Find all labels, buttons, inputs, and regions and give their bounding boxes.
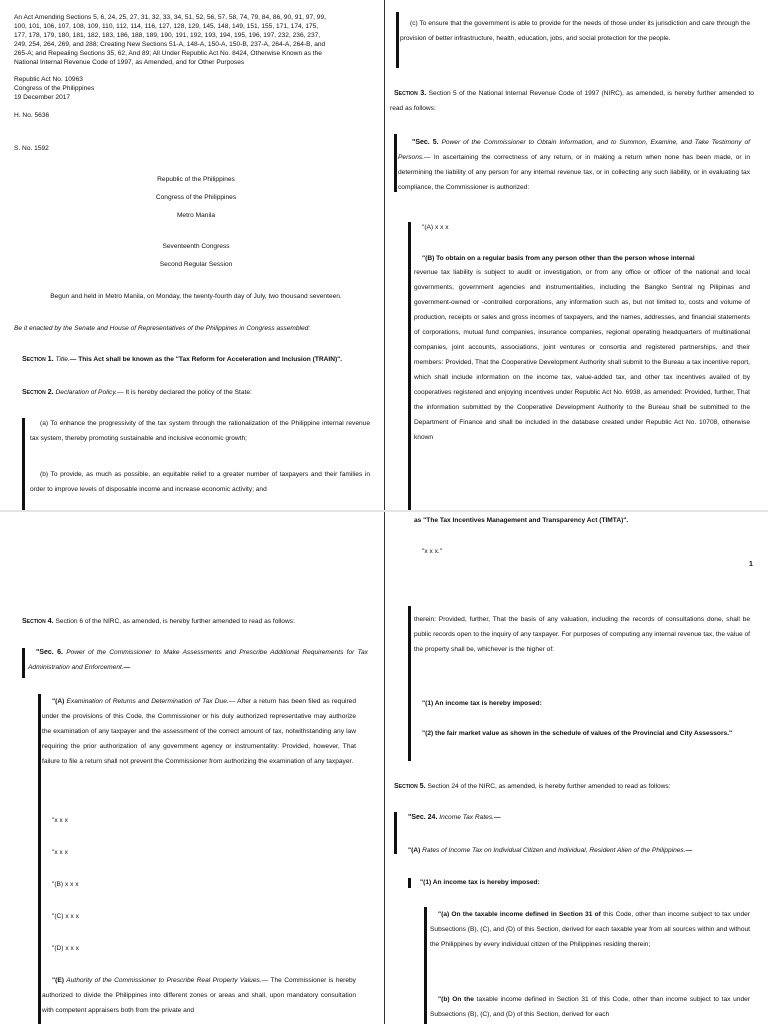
sub-text: — The Commissioner is hereby authorized to divide the Philippines into different zones or areas and shall, upon mandatory consultation with competent appraisers both from the private and bbox=[42, 977, 356, 1014]
sub-label: "(A) bbox=[408, 847, 421, 854]
page-number: 1 bbox=[749, 561, 753, 568]
republic-act-number: Republic Act No. 10963 bbox=[14, 76, 83, 83]
section-title: Title. bbox=[55, 356, 70, 363]
amendment-bar bbox=[38, 694, 41, 1024]
heading-line: 100, 101, 106, 107, 108, 109, 110, 112, 114, 116, 127, 128, 129, 145, 148, 149, 151, 155, 171, 174, 175, bbox=[14, 23, 319, 30]
sub-dash: — bbox=[685, 847, 693, 854]
subsection-a: "(A) x x x bbox=[422, 224, 449, 231]
sec-dash: — bbox=[493, 814, 501, 821]
act-date: 19 December 2017 bbox=[14, 94, 71, 101]
session-name: Second Regular Session bbox=[159, 261, 233, 268]
column-divider bbox=[384, 0, 385, 512]
enacting-clause: Be it enacted by the Senate and House of Representatives of the Philippines in Congress assembled: bbox=[14, 325, 311, 332]
left-column bbox=[10, 0, 382, 512]
left-column bbox=[10, 512, 382, 1024]
senate-bill-number: S. No. 1592 bbox=[14, 145, 49, 152]
amendment-bar bbox=[408, 606, 411, 761]
sub-label: "(E) bbox=[52, 977, 64, 984]
section-text: Section 24 of the NIRC, as amended, is hereby further amended to read as follows: bbox=[427, 783, 671, 790]
congress-name: Congress of the Philippines bbox=[14, 85, 95, 92]
heading-line: An Act Amending Sections 5, 6, 24, 25, 27, 31, 32, 33, 34, 51, 52, 56, 57, 58, 74, 79, 84, 86, 90, 91, 97, 99, bbox=[14, 14, 326, 21]
right-column bbox=[390, 0, 756, 512]
section-text: Section 6 of the NIRC, as amended, is hereby further amended to read as follows: bbox=[55, 618, 295, 625]
sub-title: Authority of the Commissioner to Prescribe Real Property Values. bbox=[66, 977, 262, 984]
column-divider bbox=[384, 512, 385, 1024]
item-1: "(1) An income tax is hereby imposed: bbox=[420, 879, 540, 886]
subsection-b-lead: "(B) To obtain on a regular basis from any person other than the person whose internal bbox=[422, 255, 695, 262]
policy-paragraph-b: (b) To provide, as much as possible, an equitable relief to a greater number of taxpayers and their families in order to improve levels of disposable income and increase economic activity; and bbox=[30, 471, 370, 493]
sec6-paragraph bbox=[28, 645, 368, 675]
xxx-closing: "x x x." bbox=[422, 548, 443, 555]
section-label: Section 4. bbox=[22, 616, 54, 625]
sec24-heading bbox=[408, 814, 501, 822]
congress-line: Congress of the Philippines bbox=[155, 194, 237, 201]
amendment-bar bbox=[408, 878, 411, 888]
heading-line: 177, 178, 179, 180, 181, 182, 183, 186, 188, 189, 190, 191, 192, 193, 194, 195, 196, 197, 232, 236, 237, bbox=[14, 32, 321, 39]
sub-text: — After a return has been filed as required under the provisions of this Code, the Commissioner or his duly authorized representative may authorize the examination of any taxpayer and the assessment of the correct amount of tax, notwithstanding any law requiring the prior authorization of any government agency or instrumentality: Provided, however, That failure to file a return shall not prevent the Commissioner from authorizing the examination of any taxpayer. bbox=[42, 698, 356, 765]
sub-title: Rates of Income Tax on Individual Citizen and Individual, Resident Alien of the Philippines. bbox=[422, 847, 686, 854]
amendment-bar bbox=[396, 12, 399, 68]
item-text: this Code, other than income subject to tax under Subsections (B), (C), and (D) of this Section, derived for each taxable year from all sources within and without the Philippines by every individual citizen of the Philippines residing therein; bbox=[430, 911, 750, 948]
subsection-c: "(C) x x x bbox=[52, 913, 79, 920]
amendment-bar bbox=[408, 222, 411, 512]
republic-line: Republic of the Philippines bbox=[157, 176, 235, 183]
item-1-a bbox=[430, 907, 750, 952]
policy-paragraph-c: (c) To ensure that the government is able to provide for the needs of those under its jurisdiction and care through the provision of better infrastructure, health, education, jobs, and social protection for the people. bbox=[400, 20, 750, 42]
sec-dash: — bbox=[123, 664, 131, 671]
valuation-item-1: "(1) An income tax is hereby imposed: bbox=[422, 700, 542, 707]
sec-title: Power of the Commissioner to Obtain Information, and to Summon, Examine, and Take Testimony of Persons. bbox=[398, 139, 750, 161]
metro-manila-line: Metro Manila bbox=[176, 212, 216, 219]
sub-title: Examination of Returns and Determination of Tax Due. bbox=[66, 698, 229, 705]
sec24-a-heading bbox=[408, 847, 692, 855]
subsection-d: "(D) x x x bbox=[52, 945, 79, 952]
valuation-item-2: "(2) the fair market value as shown in the schedule of values of the Provincial and City Assessors." bbox=[422, 730, 733, 737]
sec-text: — In ascertaining the correctness of any return, or in making a return when none has been made, or in determining the liability of any person for any internal revenue tax, or in collecting any such liability, or in evaluating tax compliance, the Commissioner is authorized: bbox=[398, 154, 750, 191]
item-lead: "(a) On the taxable income defined in Section 31 of bbox=[438, 911, 601, 918]
begun-statement: Begun and held in Metro Manila, on Monday, the twenty-fourth day of July, two thousand seventeen. bbox=[50, 293, 342, 300]
sec-label: "Sec. 6. bbox=[36, 649, 63, 656]
section-5 bbox=[394, 782, 671, 791]
sec5-paragraph bbox=[398, 135, 750, 195]
item-lead: "(b) On the bbox=[438, 996, 474, 1003]
section-4 bbox=[22, 617, 295, 626]
amendment-bar bbox=[22, 418, 25, 510]
xxx-line: "x x x bbox=[52, 817, 68, 824]
section-text: — This Act shall be known as the "Tax Reform for Acceleration and Inclusion (TRAIN)". bbox=[69, 356, 343, 363]
house-bill-number: H. No. 5636 bbox=[14, 112, 50, 119]
section-3 bbox=[390, 85, 754, 116]
sec-title: Power of the Commissioner to Make Assessments and Prescribe Additional Requirements for Tax Administration and Enforcement. bbox=[28, 649, 368, 671]
heading-line: 265-A; and Repealing Sections 35, 62, And 89; All Under Republic Act No. 8424, Otherwise Known as the bbox=[14, 50, 322, 57]
section-label: Section 3. bbox=[394, 88, 427, 97]
amendment-bar bbox=[424, 907, 427, 1024]
sec-label: "Sec. 24. bbox=[408, 814, 438, 821]
section-label: Section 2. bbox=[22, 387, 54, 396]
item-text: taxable income defined in Section 31 of this Code, other than income subject to tax under Subsections (B), (C), and (D) of this Section, derived for each bbox=[430, 996, 750, 1018]
item-1-b bbox=[430, 992, 750, 1022]
section-label: Section 5. bbox=[394, 781, 426, 790]
therein-paragraph: therein: Provided, further, That the basis of any valuation, including the records of consultations done, shall be public records open to the inquiry of any taxpayer. For purposes of computing any internal revenue tax, the value of the property shall be, whichever is the higher of: bbox=[414, 616, 750, 653]
section-1 bbox=[22, 355, 342, 364]
heading-line: National Internal Revenue Code of 1997, as Amended, and for Other Purposes bbox=[14, 59, 245, 66]
section-label: Section 1. bbox=[22, 354, 54, 363]
section-2 bbox=[22, 388, 252, 397]
section-text: Section 5 of the National Internal Revenue Code of 1997 (NIRC), as amended, is hereby further amended to read as follows: bbox=[390, 90, 754, 112]
xxx-line: "x x x bbox=[52, 849, 68, 856]
subsection-a-paragraph bbox=[42, 694, 356, 769]
heading-line: 249, 254, 264, 269, and 288; Creating New Sections 51-A, 148-A, 150-A, 150-B, 237-A, 264-A, 264-B, and bbox=[14, 41, 326, 48]
sec-label: "Sec. 5. bbox=[412, 139, 439, 146]
section-title: Declaration of Policy. bbox=[55, 389, 117, 396]
subsection-b: "(B) x x x bbox=[52, 881, 79, 888]
amendment-bar bbox=[22, 648, 25, 678]
right-column bbox=[390, 512, 756, 1024]
subsection-e-paragraph bbox=[42, 973, 356, 1018]
amendment-bar bbox=[394, 134, 397, 192]
congress-number: Seventeenth Congress bbox=[162, 243, 230, 250]
timta-line: as "The Tax Incentives Management and Transparency Act (TIMTA)". bbox=[414, 517, 629, 524]
sec-title: Income Tax Rates. bbox=[439, 814, 494, 821]
policy-paragraph-a: (a) To enhance the progressivity of the tax system through the rationalization of the Philippine internal revenue tax system, thereby promoting sustainable and inclusive economic growth; bbox=[30, 420, 370, 442]
document-page-bottom bbox=[0, 512, 768, 1024]
subsection-b-text: revenue tax liability is subject to audit or investigation, or from any office or officer of the national and local governments, government agencies and instrumentalities, including the Bangko Sentral ng Pilipinas and government-owned or -controlled corporations, any information such as, but not limited to, costs and volume of production, receipts or sales and gross incomes of taxpayers, and the names, addresses, and financial statements of corporations, mutual fund companies, insurance companies, regional operating headquarters of multinational companies, joint accounts, associations, joint ventures or consortia and registered partnerships, and their members: Provided, That the Cooperative Development Authority shall submit to the Bureau a tax incentive report, which shall include information on the income tax, value-added tax, and other tax incentives availed of by cooperatives registered and enjoying incentives under Republic Act No. 6938, as amended: Provided, further, That the information submitted by the Cooperative Development Authority to the Bureau shall be submitted to the Department of Finance and shall be included in the database created under Republic Act No. 10708, otherwise known bbox=[414, 269, 750, 441]
section-text: — It is hereby declared the policy of the State: bbox=[116, 389, 252, 396]
amendment-bar bbox=[394, 812, 397, 854]
sub-label: "(A) bbox=[52, 698, 65, 705]
